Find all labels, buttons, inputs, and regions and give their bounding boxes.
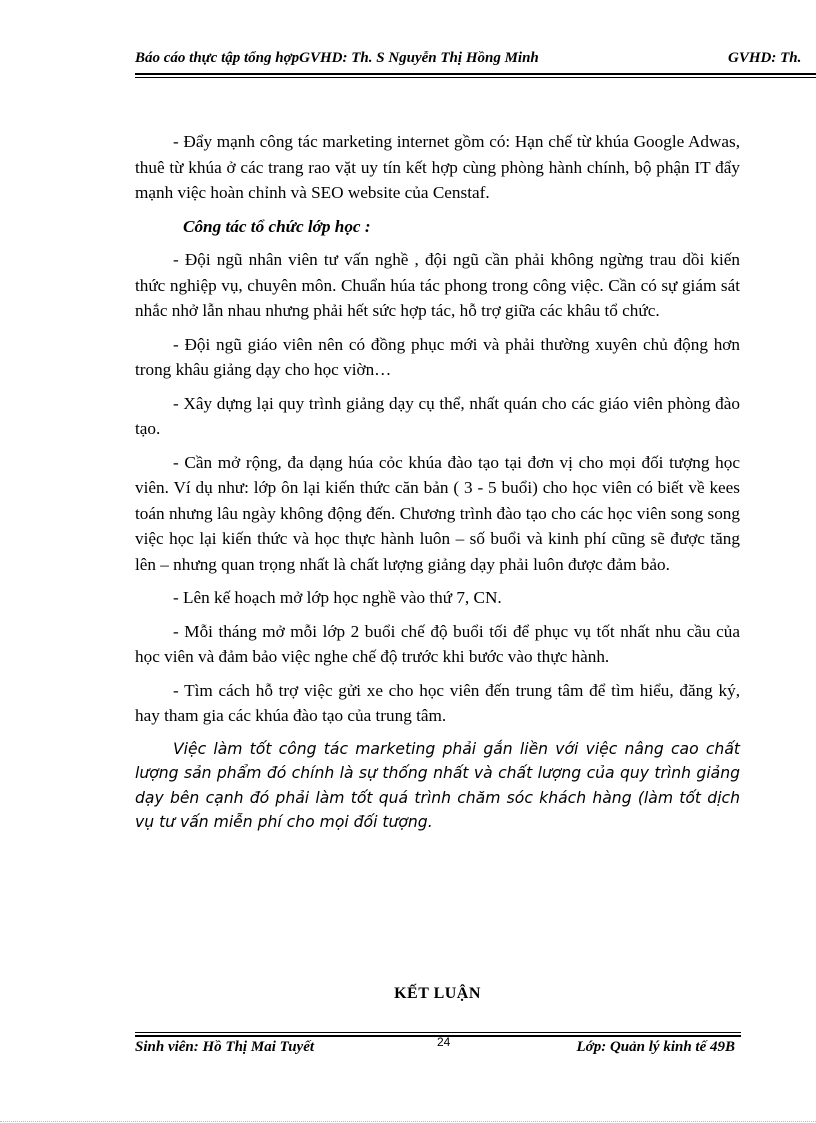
paragraph-parking-support: - Tìm cách hỗ trợ việc gửi xe cho học viên đến trung tâm để tìm hiểu, đăng ký, hay tham gia các khúa đào tạo của trung tâm.: [135, 680, 740, 725]
page-number: 24: [437, 1035, 451, 1049]
paragraph-evening-sessions: - Mỗi tháng mở mỗi lớp 2 buổi chế độ buổi tối để phục vụ tốt nhất nhu cầu của học viên và đảm bảo việc nghe chế độ trước khi bước vào thực hành.: [135, 621, 740, 666]
footer-student-name: Sinh viên: Hồ Thị Mai Tuyết: [135, 1039, 315, 1055]
header-rule-thick: [135, 73, 816, 75]
paragraph-marketing-internet: - Đẩy mạnh công tác marketing internet gồm có: Hạn chế từ khúa Google Adwas, thuê từ khúa ở các trang rao vặt uy tín kết hợp cùng phòng hành chính, bộ phận IT đẩy mạnh việc hoàn chỉnh và SEO website của Censtaf.: [135, 132, 740, 202]
footer-rule-thin: [135, 1032, 741, 1033]
conclusion-heading: KẾT LUẬN: [394, 985, 481, 1002]
header-rule-thin: [135, 77, 816, 78]
header-report-title: Báo cáo thực tập tổng hợpGVHD: Th. S Nguyễn Thị Hồng Minh: [135, 50, 539, 66]
paragraph-teacher-team: - Đội ngũ giáo viên nên có đồng phục mới và phải thường xuyên chủ động hơn trong khâu giảng dạy cho học viờn…: [135, 334, 740, 379]
paragraph-weekend-classes: - Lên kế hoạch mở lớp học nghề vào thứ 7, CN.: [173, 588, 502, 607]
paragraph-consultant-staff: - Đội ngũ nhân viên tư vấn nghề , đội ngũ cần phải không ngừng trau dồi kiến thức nghiệp vụ, chuyên môn. Chuẩn húa tác phong trong công việc. Cần có sự giám sát nhắc nhở lẫn nhau nhưng phải hết sức hợp tác, hỗ trợ giữa các khâu tổ chức.: [135, 250, 740, 320]
paragraph-teaching-process: - Xây dựng lại quy trình giảng dạy cụ thể, nhất quán cho các giáo viên phòng đào tạo.: [135, 393, 740, 438]
footer-class-info: Lớp: Quản lý kinh tế 49B: [576, 1039, 735, 1055]
paragraph-expand-courses: - Cần mở rộng, đa dạng húa cỏc khúa đào tạo tại đơn vị cho mọi đối tượng học viên. Ví dụ như: lớp ôn lại kiến thức căn bản ( 3 - 5 buổi) cho học viên có biết về kees toán nhưng lâu ngày không động đến. Chương trình đào tạo cho các học viên song song việc học lại kiến thức và học thực hành luôn – số buổi và kinh phí cũng sẽ được tăng lên – nhưng quan trọng nhất là chất lượng giảng dạy phải luôn được đảm bảo.: [135, 452, 740, 574]
page-body: [135, 129, 740, 843]
page-edge-divider: [0, 1121, 816, 1122]
page-footer: [135, 1035, 741, 1061]
section-heading-class-organization: Công tác tổ chức lớp học :: [183, 216, 371, 236]
page-header: [135, 50, 816, 72]
header-advisor-label: GVHD: Th.: [728, 50, 802, 66]
paragraph-marketing-summary: Việc làm tốt công tác marketing phải gắn liền với việc nâng cao chất lượng sản phẩm đó chính là sự thống nhất và chất lượng của quy trình giảng dạy bên cạnh đó phải làm tốt quá trình chăm sóc khách hàng (làm tốt dịch vụ tư vấn miễn phí cho mọi đối tượng.: [135, 739, 740, 831]
